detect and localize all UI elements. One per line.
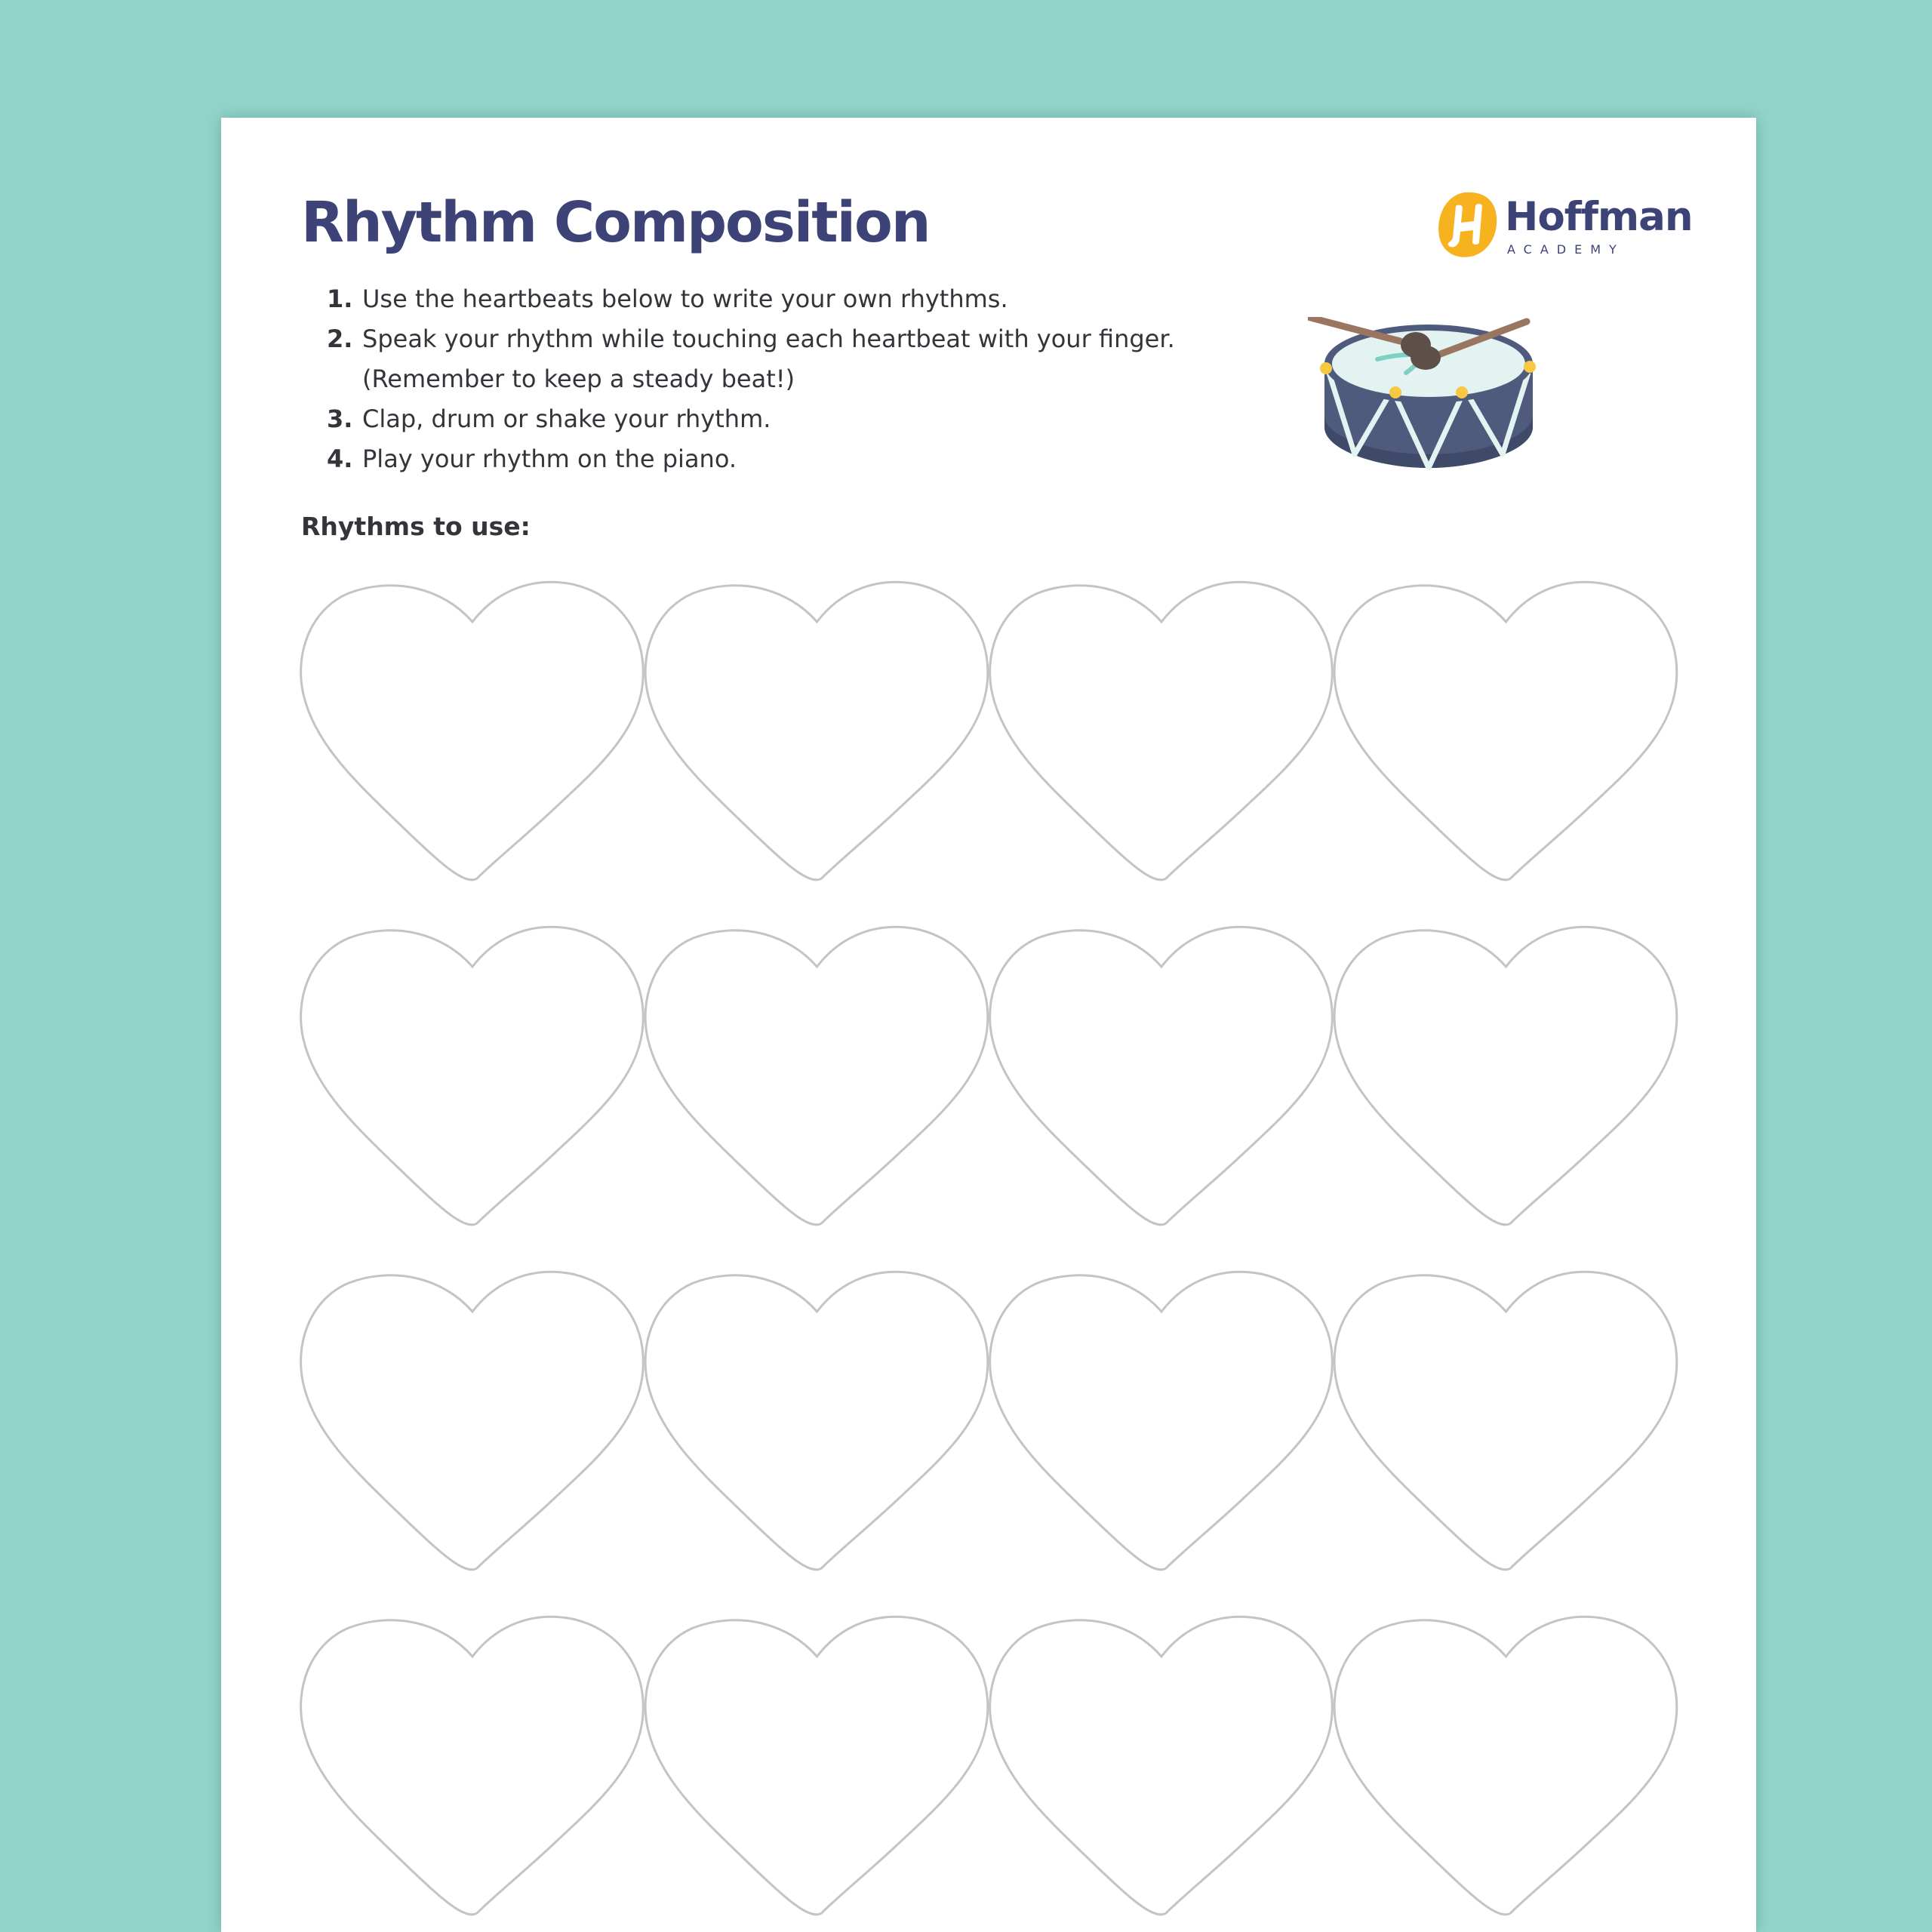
heartbeat-12 [1334,1272,1677,1570]
heart-grid [221,118,1756,1932]
heartbeat-15 [990,1617,1333,1915]
heartbeat-10 [645,1272,988,1570]
heartbeat-6 [645,927,988,1225]
heartbeat-8 [1334,927,1677,1225]
heartbeat-16 [1334,1617,1677,1915]
logo-name: Hoffman [1505,194,1693,240]
heartbeat-7 [990,927,1333,1225]
rhythms-heading: Rhythms to use: [301,512,531,541]
instruction-text: Use the heartbeats below to write your own rhythms. [362,285,1008,313]
heartbeat-2 [645,582,988,880]
logo-subtitle: ACADEMY [1507,242,1625,257]
heartbeat-1 [301,582,644,880]
instruction-text: Play your rhythm on the piano. [362,445,737,473]
instruction-number: 3. [327,405,353,433]
instruction-number: 2. [327,325,353,353]
worksheet-page [221,118,1756,1932]
heartbeat-3 [990,582,1333,880]
heartbeat-11 [990,1272,1333,1570]
heartbeat-5 [301,927,644,1225]
instruction-number: 4. [327,445,353,473]
heartbeat-9 [301,1272,644,1570]
heartbeat-13 [301,1617,644,1915]
heartbeat-4 [1334,582,1677,880]
instruction-text: Speak your rhythm while touching each heartbeat with your finger. (Remember to keep a steady beat!) [362,325,1175,393]
instruction-text: Clap, drum or shake your rhythm. [362,405,771,433]
heartbeat-14 [645,1617,988,1915]
page-title: Rhythm Composition [301,190,930,255]
instruction-number: 1. [327,285,353,313]
